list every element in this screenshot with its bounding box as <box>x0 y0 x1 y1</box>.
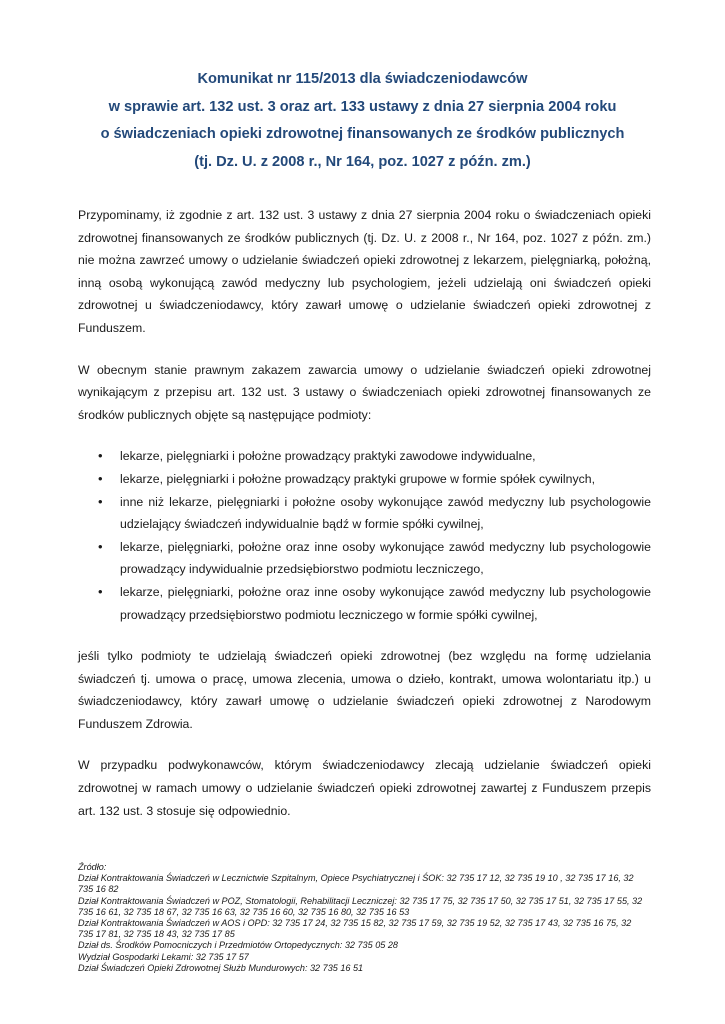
source-line: Wydział Gospodarki Lekami: 32 735 17 57 <box>78 951 249 962</box>
document-body <box>78 204 651 822</box>
title-line-2: w sprawie art. 132 ust. 3 oraz art. 133 ustawy z dnia 27 sierpnia 2004 roku <box>108 98 617 115</box>
source-line: Dział Świadczeń Opieki Zdrowotnej Służb Mundurowych: 32 735 16 51 <box>78 962 364 973</box>
entities-list <box>78 445 651 626</box>
paragraph-prohibition: W obecnym stanie prawnym zakazem zawarcia umowy o udzielanie świadczeń opieki zdrowotnej wynikającym z przepisu art. 132 ust. 3 ustawy o świadczeniach opieki zdrowotnej finansowanych ze środków publicznych objęte są następujące podmioty: <box>78 362 651 422</box>
source-line: Dział Kontraktowania Świadczeń w AOS i OPD: 32 735 17 24, 32 735 15 82, 32 735 17 59, 32 735 19 52, 32 735 17 43, 32 735 16 75, 32 735 17 81, 32 735 18 43, 32 735 17 85 <box>78 918 632 940</box>
list-item: • lekarze, pielęgniarki, położne oraz inne osoby wykonujące zawód medyczny lub psychologowie prowadzący indywidualnie przedsiębiorstwo podmiotu leczniczego, <box>78 536 651 581</box>
source-line: Dział Kontraktowania Świadczeń w Lecznictwie Szpitalnym, Opiece Psychiatrycznej i ŚOK: 32 735 17 12, 32 735 19 10 , 32 735 17 16, 32 735 16 82 <box>78 873 634 895</box>
paragraph-subcontractors: W przypadku podwykonawców, którym świadczeniodawcy zlecają udzielanie świadczeń opieki zdrowotnej w ramach umowy o udzielanie świadczeń opieki zdrowotnej zawartej z Funduszem przepis art. 132 ust. 3 stosuje się odpowiednio. <box>78 758 651 818</box>
source-heading: Źródło: <box>78 862 107 872</box>
title-line-1: Komunikat nr 115/2013 dla świadczeniodawców <box>197 71 528 87</box>
document-title <box>40 66 685 176</box>
title-line-4: (tj. Dz. U. z 2008 r., Nr 164, poz. 1027 z późn. zm.) <box>194 153 531 170</box>
source-line: Dział ds. Środków Pomocniczych i Przedmiotów Ortopedycznych: 32 735 05 28 <box>78 940 398 951</box>
list-item: • lekarze, pielęgniarki i położne prowadzący praktyki zawodowe indywidualne, <box>78 445 651 468</box>
paragraph-condition: jeśli tylko podmioty te udzielają świadczeń opieki zdrowotnej (bez względu na formę udzielania świadczeń tj. umowa o pracę, umowa zlecenia, umowa o dzieło, kontrakt, umowa wolontariatu itp.) u świadczeniodawcy, który zawarł umowę o udzielanie świadczeń opieki zdrowotnej z Narodowym Funduszem Zdrowia. <box>78 649 651 731</box>
list-item: • inne niż lekarze, pielęgniarki i położne osoby wykonujące zawód medyczny lub psychologowie udzielający świadczeń indywidualnie bądź w formie spółki cywilnej, <box>78 491 651 536</box>
source-line: Dział Kontraktowania Świadczeń w POZ, Stomatologii, Rehabilitacji Leczniczej: 32 735 17 75, 32 735 17 50, 32 735 17 51, 32 735 17 55, 32 735 16 61, 32 735 18 67, 32 735 16 63, 32 735 16 60, 32 735 16 80, 32 735 16 53 <box>78 895 643 917</box>
title-line-3: o świadczeniach opieki zdrowotnej finansowanych ze środków publicznych <box>100 126 625 142</box>
list-item: • lekarze, pielęgniarki i położne prowadzący praktyki grupowe w formie spółek cywilnych, <box>78 468 651 491</box>
paragraph-reminder: Przypominamy, iż zgodnie z art. 132 ust. 3 ustawy z dnia 27 sierpnia 2004 roku o świadczeniach opieki zdrowotnej finansowanych ze środków publicznych (tj. Dz. U. z 2008 r., Nr 164, poz. 1027 z późn. zm.) nie można zawrzeć umowy o udzielanie świadczeń opieki zdrowotnej z lekarzem, pielęgniarką, położną, inną osobą wykonującą zawód medyczny lub psychologiem, jeżeli udzielają oni świadczeń opieki zdrowotnej u świadczeniodawcy, który zawarł umowę o udzielanie świadczeń opieki zdrowotnej z Funduszem. <box>78 208 651 335</box>
list-item: • lekarze, pielęgniarki, położne oraz inne osoby wykonujące zawód medyczny lub psychologowie prowadzący przedsiębiorstwo podmiotu leczniczego w formie spółki cywilnej, <box>78 581 651 626</box>
source-footnote <box>78 862 644 974</box>
